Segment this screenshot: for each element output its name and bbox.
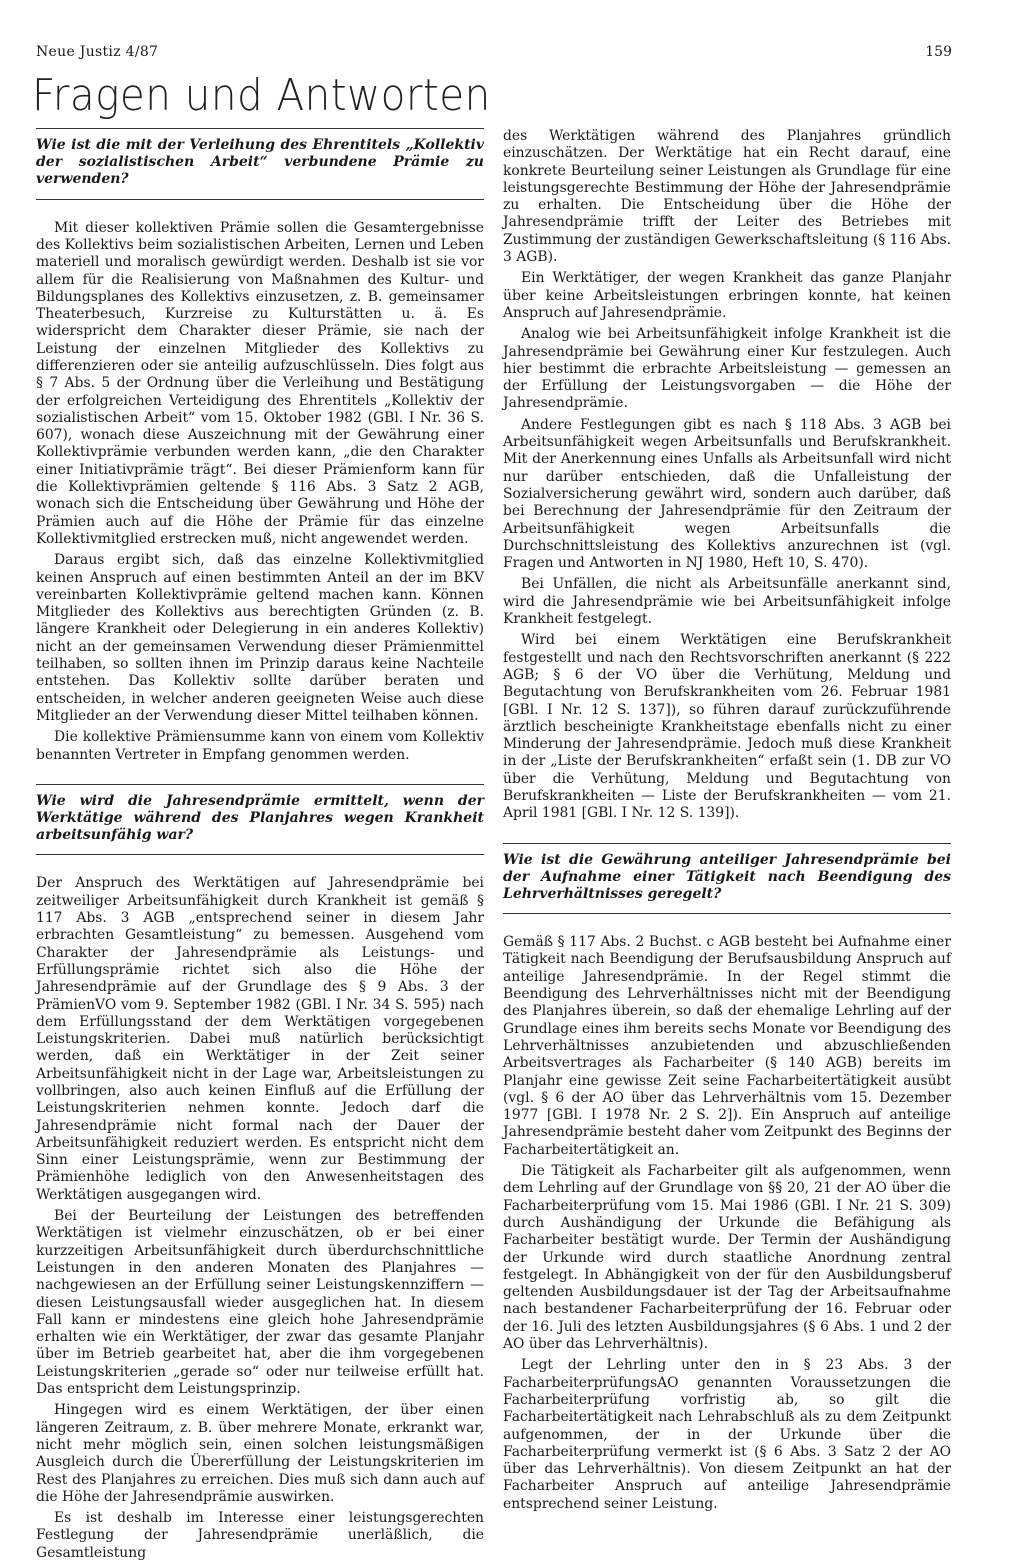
answer-3-paragraph: Gemäß § 117 Abs. 2 Buchst. c AGB besteht bei Aufnahme einer Tätigkeit nach Beendigung der Berufsausbildung Anspruch auf anteilige Jahresendprämie. In der Regel stimmt die Beendigung des Lehrverhältnisses nicht mit der Beendigung des Planjahres überein, so daß der ehemalige Lehrling auf der Grundlage eines ihm bereits sechs Monate vor Beendigung des Lehrverhältnisses anzubietenden und abzuschließenden Arbeitsvertrages als Facharbeiter (§ 140 AGB) bereits im Planjahr eine gewisse Zeit seine Facharbeitertätigkeit ausübt (vgl. § 6 der AO über das Lehrverhältnis vom 15. Dezember 1977 [GBl. I 1978 Nr. 2 S. 2]). Ein Anspruch auf anteilige Jahresendprämie besteht daher vom Zeitpunkt des Beginns der Facharbeitertätigkeit an. xyxy=(503,934,951,1158)
answer-3-paragraph: Die Tätigkeit als Facharbeiter gilt als aufgenommen, wenn dem Lehrling auf der Grundlage von §§ 20, 21 der AO über die Facharbeiterprüfung vom 15. Mai 1986 (GBl. I Nr. 21 S. 309) durch Aushändigung der Urkunde die Befähigung als Facharbeiter bestätigt wurde. Der Termin der Aushändigung der Urkunde wird durch staatliche Anordnung zentral festgelegt. In Abhängigkeit von der für den Ausbildungsberuf geltenden Ausbildungsdauer ist der Tag der Arbeitsaufnahme nach bestandener Facharbeiterprüfung der 16. Februar oder der 16. Juli des letzten Ausbildungsjahres (§ 6 Abs. 1 und 2 der AO über das Lehrverhältnis). xyxy=(503,1163,951,1353)
continuation-paragraph: Analog wie bei Arbeitsunfähigkeit infolge Krankheit ist die Jahresendprämie bei Gewährung einer Kur festzulegen. Auch hier bestimmt die erbrachte Arbeitsleistung — gemessen an der Erfüllung der Leistungsvorgaben — die Höhe der Jahresendprämie. xyxy=(503,326,951,412)
right-column xyxy=(503,128,951,1517)
answer-2-paragraph: Hingegen wird es einem Werktätigen, der über einen längeren Zeitraum, z. B. über mehrere Monate, erkrankt war, nicht mehr möglich sein, einen solchen leistungsmäßigen Ausgleich durch die Übererfüllung der Leistungskriterien im Rest des Planjahres zu erreichen. Dies muß sich dann auch auf die Höhe der Jahresendprämie auswirken. xyxy=(36,1402,484,1505)
answer-2-paragraph: Bei der Beurteilung der Leistungen des betreffenden Werktätigen ist vielmehr einzuschätzen, ob er bei einer kurzzeitigen Arbeitsunfähigkeit durch überdurchschnittliche Leistungen in den anderen Monaten des Planjahres — nachgewiesen an der Erfüllung seiner Leistungskennziffern — diesen Leistungsausfall wieder ausgeglichen hat. In diesem Fall kann er mindestens eine gleich hohe Jahresendprämie erhalten wie ein Werktätiger, der zwar das gesamte Planjahr über im Betrieb gearbeitet hat, aber die ihm vorgegebenen Leistungskriterien „gerade so“ oder nur teilweise erfüllt hat. Das entspricht dem Leistungsprinzip. xyxy=(36,1208,484,1398)
page-number: 159 xyxy=(925,44,952,60)
continuation-paragraph: Wird bei einem Werktätigen eine Berufskrankheit festgestellt und nach den Rechtsvorschriften anerkannt (§ 222 AGB; § 6 der VO über die Verhütung, Meldung und Begutachtung von Berufskrankheiten vom 26. Februar 1981 [GBl. I Nr. 12 S. 137]), so führen darauf zurückzuführende ärztlich bescheinigte Krankheitstage ebenfalls nicht zu einer Minderung der Jahresendprämie. Jedoch muß diese Krankheit in der „Liste der Berufskrankheiten“ erfaßt sein (1. DB zur VO über die Verhütung, Meldung und Begutachtung von Berufskrankheiten — Liste der Berufskrankheiten — vom 21. April 1981 [GBl. I Nr. 12 S. 139]). xyxy=(503,632,951,822)
answer-3-paragraph: Legt der Lehrling unter den in § 23 Abs. 3 der FacharbeiterprüfungsAO genannten Voraussetzungen die Facharbeiterprüfung vorfristig ab, so gilt die Facharbeitertätigkeit nach Lehrabschluß als zu dem Zeitpunkt aufgenommen, der in der Urkunde über die Facharbeiterprüfung vermerkt ist (§ 6 Abs. 3 Satz 2 der AO über das Lehrverhältnis). Von diesem Zeitpunkt an hat der Facharbeiter Anspruch auf anteilige Jahresendprämie entsprechend seiner Leistung. xyxy=(503,1357,951,1512)
journal-issue: Neue Justiz 4/87 xyxy=(36,44,159,60)
continuation-paragraph: Andere Festlegungen gibt es nach § 118 Abs. 3 AGB bei Arbeitsunfähigkeit wegen Arbeitsunfalls und Berufskrankheit. Mit der Anerkennung eines Unfalls als Arbeitsunfall wird nicht nur darüber entschieden, daß die Unfalleistung der Sozialversicherung gewährt wird, sondern auch darüber, daß bei Berechnung der Jahresendprämie für den Zeitraum der Arbeitsunfähigkeit wegen Arbeitsunfalls die Durchschnittsleistung des Kollektivs anzurechnen ist (vgl. Fragen und Antworten in NJ 1980, Heft 10, S. 470). xyxy=(503,416,951,572)
answer-1-paragraph: Mit dieser kollektiven Prämie sollen die Gesamtergebnisse des Kollektivs beim sozialistischen Arbeiten, Lernen und Leben materiell und moralisch gewürdigt werden. Deshalb ist sie vor allem für die Realisierung von Maßnahmen des Kultur- und Bildungsplanes des Kollektivs einzusetzen, z. B. gemeinsamer Theaterbesuch, Kurzreise zu Kulturstätten u. ä. Es widerspricht dem Charakter dieser Prämie, sie nach der Leistung der einzelnen Mitglieder des Kollektivs zu differenzieren oder sie anteilig aufzuschlüsseln. Dies folgt aus § 7 Abs. 5 der Ordnung über die Verleihung und Bestätigung der erfolgreichen Verteidigung des Ehrentitels „Kollektiv der sozialistischen Arbeit“ vom 15. Oktober 1982 (GBl. I Nr. 36 S. 607), wonach diese Auszeichnung mit der Gewährung einer Kollektivprämie verbunden werden kann, „die den Charakter einer Initiativprämie trägt“. Bei dieser Prämienform kann für die Kollektivprämien geltende § 116 Abs. 3 Satz 2 AGB, wonach sich die Entscheidung über Gewährung und Höhe der Prämien auch auf die Höhe der Prämie für das einzelne Kollektivmitglied erstrecken muß, nicht angewendet werden. xyxy=(36,219,484,547)
answer-2-paragraph: Es ist deshalb im Interesse einer leistungsgerechten Festlegung der Jahresendprämie unerläßlich, die Gesamtleistung xyxy=(36,1510,484,1561)
continuation-paragraph: Ein Werktätiger, der wegen Krankheit das ganze Planjahr über keine Arbeitsleistungen erbringen konnte, hat keinen Anspruch auf Jahresendprämie. xyxy=(503,270,951,321)
question-3: Wie ist die Gewährung anteiliger Jahresendprämie bei der Aufnahme einer Tätigkeit nach Beendigung des Lehrverhältnisses geregelt? xyxy=(503,843,951,915)
continuation-paragraph: Bei Unfällen, die nicht als Arbeitsunfälle anerkannt sind, wird die Jahresendprämie wie bei Arbeitsunfähigkeit infolge Krankheit festgelegt. xyxy=(503,576,951,628)
answer-1-paragraph: Die kollektive Prämiensumme kann von einem vom Kollektiv benannten Vertreter in Empfang genommen werden. xyxy=(36,729,484,763)
answer-1-paragraph: Daraus ergibt sich, daß das einzelne Kollektivmitglied keinen Anspruch auf einen bestimmten Anteil an der im BKV vereinbarten Kollektivprämie geltend machen kann. Können Mitglieder des Kollektivs aus berechtigten Gründen (z. B. längere Krankheit oder Delegierung in ein anderes Kollektiv) nicht an der gemeinsamen Verwendung dieser Prämienmittel teilhaben, so sollten ihnen im Prinzip daraus keine Nachteile entstehen. Das Kollektiv sollte darüber beraten und entscheiden, in welcher anderen geeigneten Weise auch diese Mitglieder an der Verwendung dieser Mittel teilhaben können. xyxy=(36,552,484,724)
question-1: Wie ist die mit der Verleihung des Ehrentitels „Kollektiv der sozialistischen Arbeit“ verbundene Prämie zu verwenden? xyxy=(36,128,484,200)
continuation-paragraph: des Werktätigen während des Planjahres gründlich einzuschätzen. Der Werktätige hat ein Recht darauf, eine konkrete Beurteilung seiner Leistungen als Grundlage für eine leistungsgerechte Bestimmung der Höhe der Jahresendprämie zu erhalten. Die Entscheidung über die Höhe der Jahresendprämie trifft der Leiter des Betriebes mit Zustimmung der zuständigen Gewerkschaftsleitung (§ 116 Abs. 3 AGB). xyxy=(503,128,952,266)
left-column xyxy=(36,128,484,1566)
answer-2-paragraph: Der Anspruch des Werktätigen auf Jahresendprämie bei zeitweiliger Arbeitsunfähigkeit durch Krankheit ist gemäß § 117 Abs. 3 AGB „entsprechend seiner in diesem Jahr erbrachten Gesamtleistung“ zu bemessen. Ausgehend vom Charakter der Jahresendprämie als Leistungs- und Erfüllungsprämie richtet sich also die Höhe der Jahresendprämie auf der Grundlage des § 9 Abs. 3 der PrämienVO vom 9. September 1982 (GBl. I Nr. 34 S. 595) nach dem Erfüllungsstand der dem Werktätigen vorgegebenen Leistungskriterien. Dabei muß natürlich berücksichtigt werden, daß ein Werktätiger in der Zeit seiner Arbeitsunfähigkeit nicht in der Lage war, Arbeitsleistungen zu vollbringen, also auch keinen Einfluß auf die Erfüllung der Leistungskriterien nehmen konnte. Jedoch darf die Jahresendprämie nicht formal nach der Dauer der Arbeitsunfähigkeit reduziert werden. Es entspricht nicht dem Sinn einer Leistungsprämie, wenn zur Bestimmung der Prämienhöhe lediglich von den Anwesenheitstagen des Werktätigen ausgegangen wird. xyxy=(36,875,484,1203)
question-2: Wie wird die Jahresendprämie ermittelt, wenn der Werktätige während des Planjahres wegen Krankheit arbeitsunfähig war? xyxy=(36,784,484,856)
section-title: Fragen und Antworten xyxy=(32,70,491,121)
